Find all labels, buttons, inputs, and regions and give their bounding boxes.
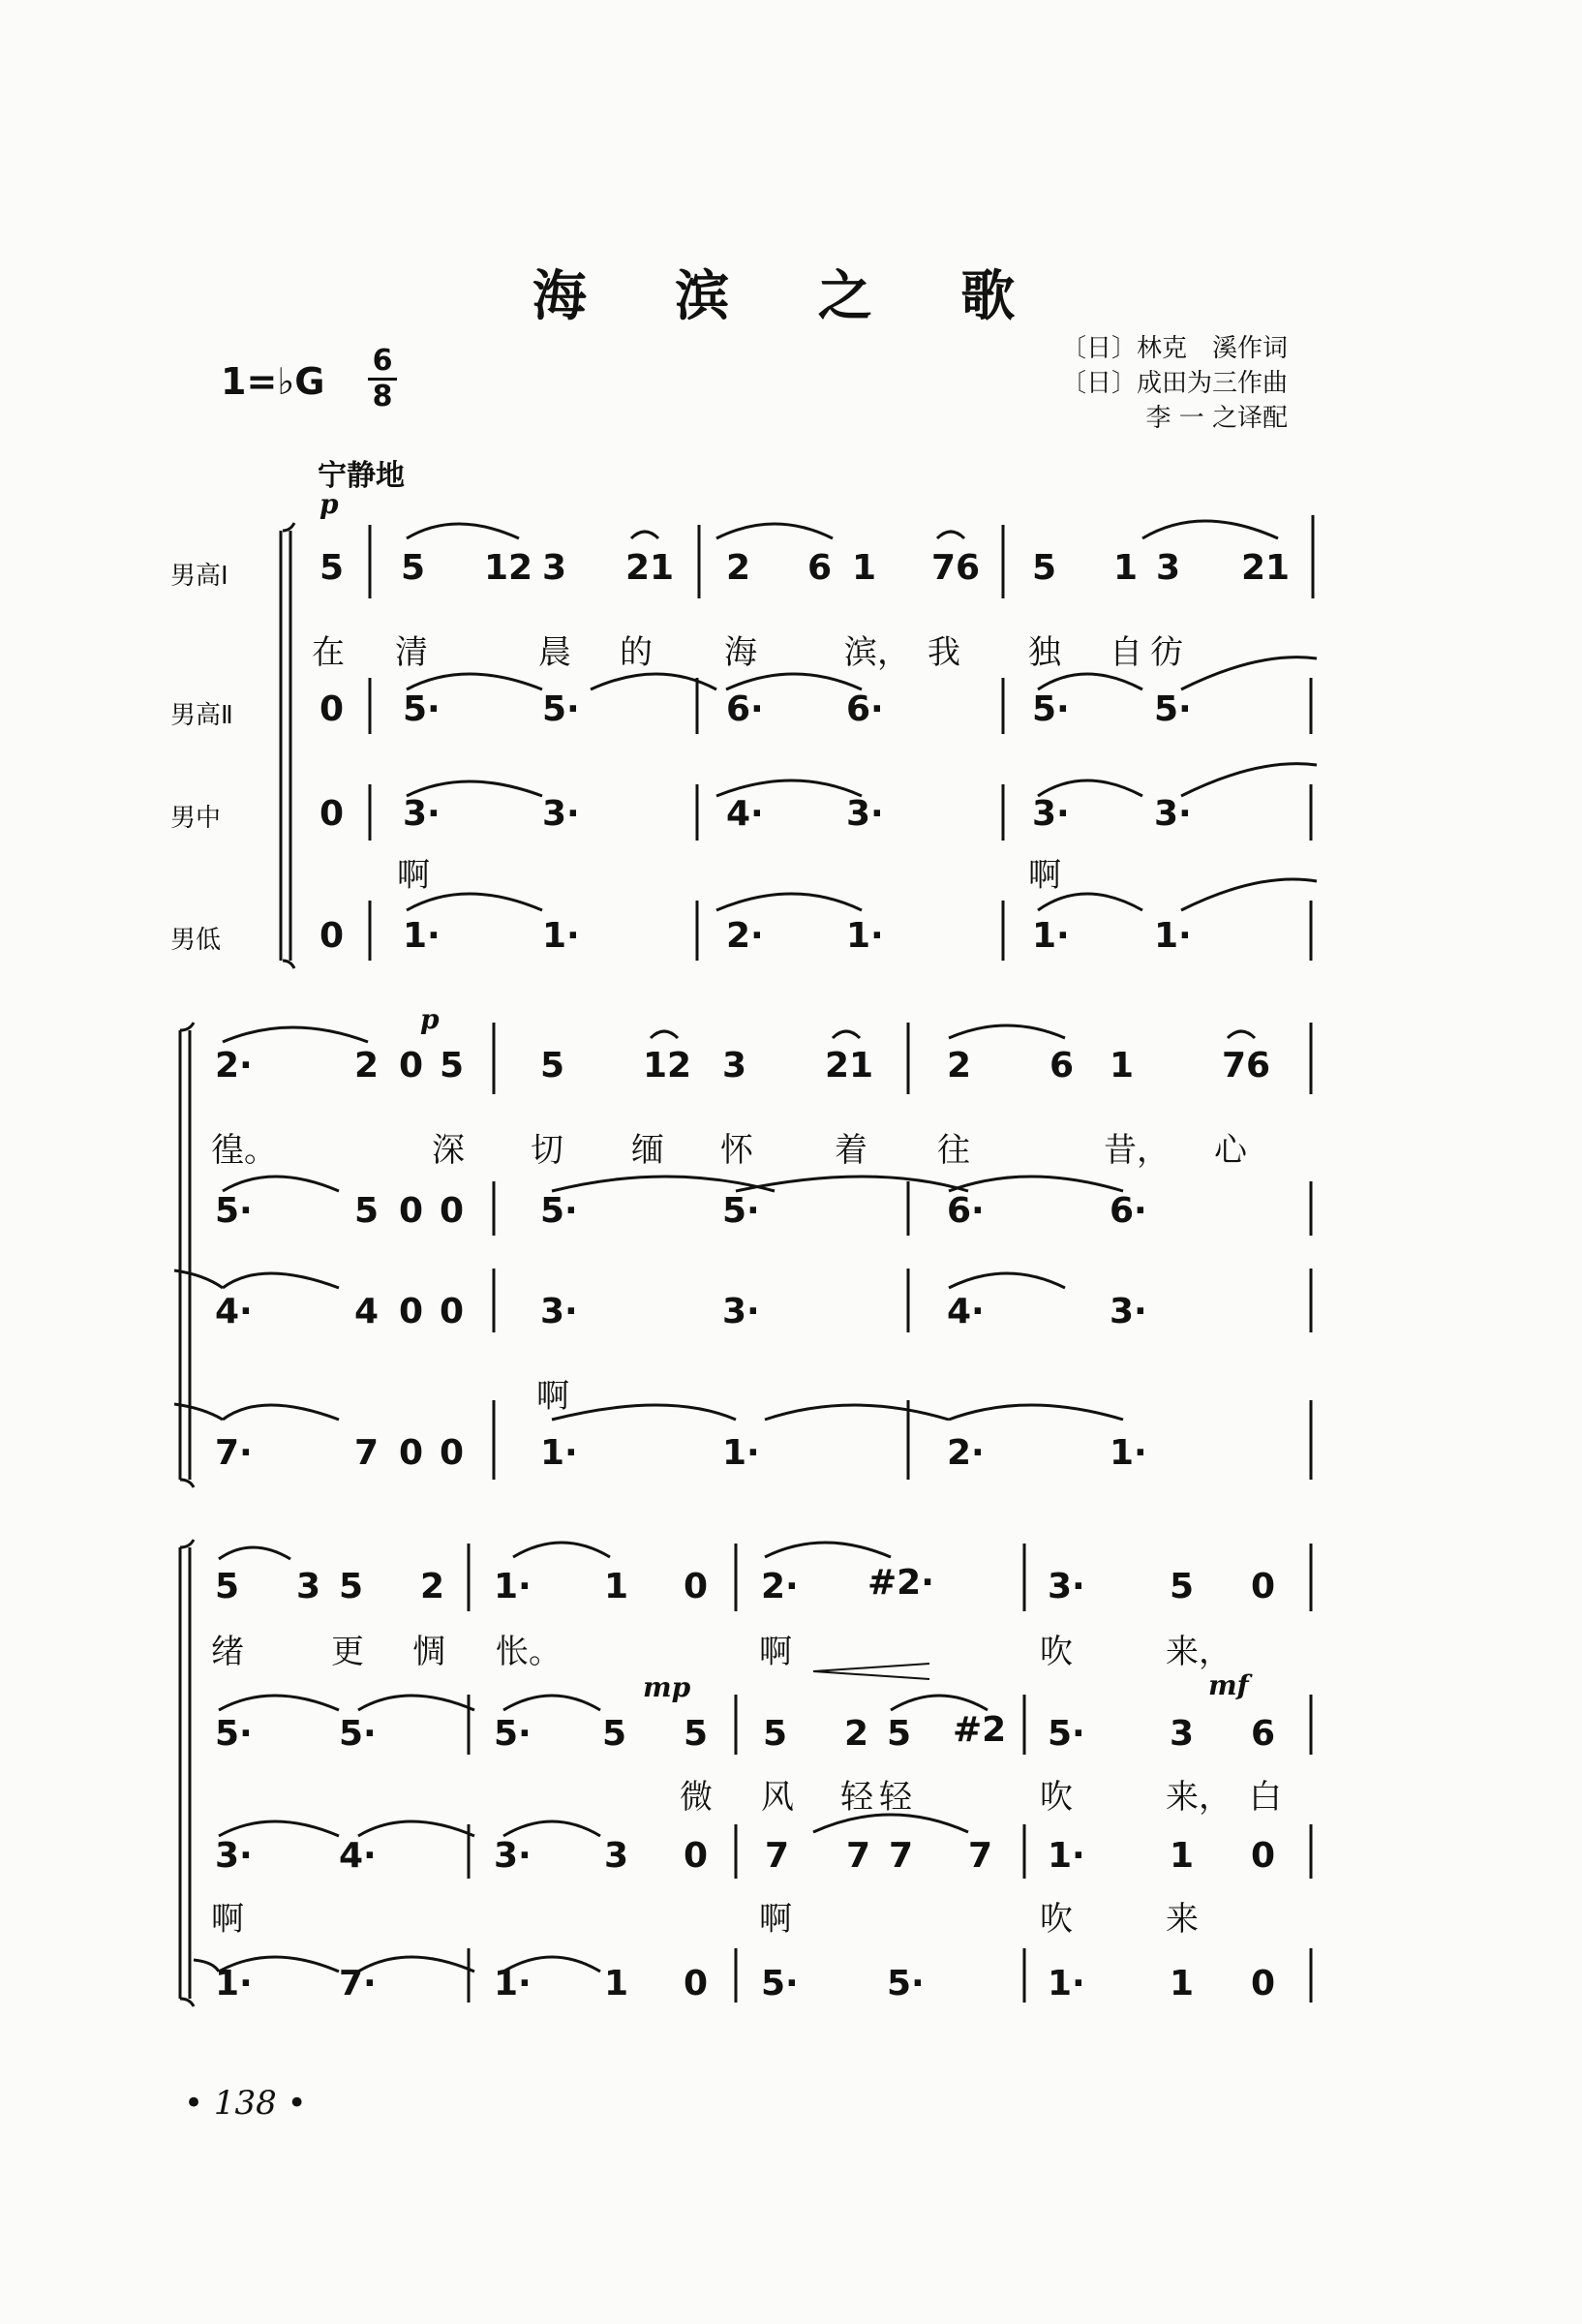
lyric: 来 [1166, 1900, 1199, 1939]
lyric: 切 [531, 1131, 563, 1170]
note: 0 [440, 1191, 465, 1231]
lyric: 心 [1214, 1131, 1247, 1170]
lyric: 轻 [879, 1778, 912, 1817]
note: 5 [763, 1714, 788, 1754]
note: 21 [1241, 548, 1291, 588]
note: 5· [215, 1714, 253, 1754]
note: 1· [403, 916, 441, 956]
note: 3· [1110, 1292, 1147, 1331]
note: 5 [440, 1046, 465, 1086]
lyric: 昔， [1104, 1131, 1170, 1170]
note: 5· [540, 1191, 578, 1231]
note: 6 [1050, 1046, 1075, 1086]
note: 1 [1170, 1836, 1195, 1876]
lyric: 啊 [759, 1900, 792, 1939]
lyric: 怀 [720, 1131, 753, 1170]
lyric: 微 [680, 1778, 713, 1817]
note: 4· [339, 1836, 377, 1876]
note: 3· [494, 1836, 532, 1876]
note: 3· [403, 794, 441, 834]
lyric: 来， [1166, 1778, 1232, 1817]
note: 0 [319, 794, 345, 834]
note: 1 [1110, 1046, 1135, 1086]
note: 6· [846, 689, 884, 729]
note: 2· [761, 1567, 799, 1606]
lyric: 吹 [1040, 1900, 1073, 1939]
lyric: 啊 [536, 1377, 569, 1416]
note: 0 [399, 1191, 424, 1231]
lyric: 缅 [631, 1131, 664, 1170]
note: 3· [1154, 794, 1192, 834]
note: 6· [947, 1191, 985, 1231]
note: 2 [947, 1046, 972, 1086]
lyric: 自 [1110, 633, 1142, 672]
note: 5· [722, 1191, 760, 1231]
lyric: 我 [928, 633, 960, 672]
lyric: 滨， [844, 633, 910, 672]
note: 1 [852, 548, 877, 588]
composer: 〔日〕成田为三作曲 [1060, 369, 1288, 398]
part-label-bass: 男低 [170, 926, 222, 955]
note: 7 [968, 1836, 993, 1876]
lyric: 深 [432, 1131, 465, 1170]
note: 5· [339, 1714, 377, 1754]
part-label-tenor-1: 男高Ⅰ [170, 562, 228, 591]
lyric: 来， [1166, 1633, 1232, 1671]
note: 2 [354, 1046, 380, 1086]
dynamic-mark: p [319, 488, 339, 520]
note: 0 [399, 1433, 424, 1473]
note: 5· [1154, 689, 1192, 729]
lyric: 吹 [1040, 1633, 1073, 1671]
note: 3· [1032, 794, 1070, 834]
note: 21 [825, 1046, 874, 1086]
note: 5 [215, 1567, 240, 1606]
note: 4· [726, 794, 764, 834]
note: 1 [604, 1964, 629, 2003]
note: 3 [722, 1046, 747, 1086]
lyric: 着 [835, 1131, 867, 1170]
note: 4· [215, 1292, 253, 1331]
dynamic-mark: p [420, 1003, 440, 1035]
note: 1· [1110, 1433, 1147, 1473]
lyric: 的 [620, 633, 653, 672]
note: 3· [1048, 1567, 1085, 1606]
system-bracket [283, 523, 294, 968]
note: 5 [887, 1714, 912, 1754]
note: 0 [1251, 1567, 1276, 1606]
note: 1 [1113, 548, 1139, 588]
note: 2· [726, 916, 764, 956]
note: 3 [1156, 548, 1181, 588]
note: 76 [1222, 1046, 1271, 1086]
note: 7 [846, 1836, 871, 1876]
note: 5 [401, 548, 426, 588]
note: 3 [542, 548, 567, 588]
note: 0 [399, 1046, 424, 1086]
note: 5· [403, 689, 441, 729]
note: 0 [684, 1964, 709, 2003]
lyric: 啊 [397, 856, 430, 895]
note: 6 [807, 548, 833, 588]
meter-bottom: 8 [372, 380, 393, 413]
lyric: 徨。 [211, 1131, 277, 1170]
note: 12 [643, 1046, 692, 1086]
note: 5 [1032, 548, 1057, 588]
note: 6· [1110, 1191, 1147, 1231]
lyric: 在 [312, 633, 345, 672]
note: #2 [953, 1710, 1007, 1750]
note: 3 [604, 1836, 629, 1876]
note: 5· [215, 1191, 253, 1231]
note: 5· [1048, 1714, 1085, 1754]
tempo-marking: 宁静地 [318, 459, 405, 493]
note: #2· [867, 1563, 934, 1603]
translator: 李 一 之译配 [1145, 404, 1288, 433]
note: 0 [1251, 1964, 1276, 2003]
note: 1· [494, 1964, 532, 2003]
note: 21 [625, 548, 675, 588]
note: 5 [1170, 1567, 1195, 1606]
lyric: 啊 [211, 1900, 244, 1939]
note: 5 [540, 1046, 565, 1086]
lyric: 啊 [1028, 856, 1061, 895]
note: 7 [354, 1433, 380, 1473]
lyric: 惆 [412, 1633, 445, 1671]
note: 3· [542, 794, 580, 834]
note: 0 [1251, 1836, 1276, 1876]
lyric: 风 [761, 1778, 794, 1817]
lyricist: 〔日〕林克 溪作词 [1060, 334, 1288, 363]
note: 1· [540, 1433, 578, 1473]
note: 5· [1032, 689, 1070, 729]
dynamic-mark: mp [643, 1671, 691, 1703]
note: 6· [726, 689, 764, 729]
note: 5 [354, 1191, 380, 1231]
note: 1· [1048, 1964, 1085, 2003]
note: 0 [319, 916, 345, 956]
note: 5 [684, 1714, 709, 1754]
page-number: • 138 • [184, 2084, 307, 2123]
note: 2· [947, 1433, 985, 1473]
note: 5· [761, 1964, 799, 2003]
lyric: 清 [395, 633, 428, 672]
note: 7 [889, 1836, 914, 1876]
lyric: 吹 [1040, 1778, 1073, 1817]
note: 5 [319, 548, 345, 588]
note: 0 [399, 1292, 424, 1331]
note: 2 [726, 548, 751, 588]
lyric: 啊 [759, 1633, 792, 1671]
lyric: 轻 [840, 1778, 873, 1817]
note: 0 [440, 1292, 465, 1331]
lyric: 往 [937, 1131, 970, 1170]
note: 7 [765, 1836, 790, 1876]
note: 3· [540, 1292, 578, 1331]
note: 12 [484, 548, 533, 588]
note: 0 [684, 1836, 709, 1876]
key-signature: 1=♭G [221, 360, 325, 403]
note: 4· [947, 1292, 985, 1331]
song-title: 海 滨 之 歌 [532, 264, 1050, 328]
note: 3· [722, 1292, 760, 1331]
note: 3· [215, 1836, 253, 1876]
note: 5· [542, 689, 580, 729]
note: 5 [602, 1714, 627, 1754]
note: 1· [542, 916, 580, 956]
note: 1· [846, 916, 884, 956]
note: 1· [1048, 1836, 1085, 1876]
lyric: 独 [1028, 633, 1061, 672]
note: 0 [684, 1567, 709, 1606]
lyric: 绪 [211, 1633, 244, 1671]
note: 3 [296, 1567, 321, 1606]
note: 76 [931, 548, 981, 588]
part-label-baritone: 男中 [170, 804, 222, 833]
lyric: 彷 [1150, 633, 1183, 672]
note: 5 [339, 1567, 364, 1606]
note: 5· [887, 1964, 925, 2003]
meter-top: 6 [372, 344, 393, 378]
lyric: 更 [331, 1633, 364, 1671]
lyric: 怅。 [496, 1633, 562, 1671]
note: 0 [319, 689, 345, 729]
note: 2· [215, 1046, 253, 1086]
note: 3· [846, 794, 884, 834]
note: 1· [1032, 916, 1070, 956]
note: 4 [354, 1292, 380, 1331]
note: 6 [1251, 1714, 1276, 1754]
note: 1· [215, 1964, 253, 2003]
note: 1 [1170, 1964, 1195, 2003]
lyric: 白 [1249, 1778, 1282, 1817]
note: 1· [1154, 916, 1192, 956]
dynamic-mark: mf [1208, 1669, 1249, 1701]
note: 7· [339, 1964, 377, 2003]
note: 1· [494, 1567, 532, 1606]
lyric: 海 [724, 633, 757, 672]
note: 3 [1170, 1714, 1195, 1754]
part-label-tenor-2: 男高Ⅱ [170, 701, 233, 730]
lyric: 晨 [538, 633, 571, 672]
note: 7· [215, 1433, 253, 1473]
note: 5· [494, 1714, 532, 1754]
note: 1 [604, 1567, 629, 1606]
note: 2 [844, 1714, 869, 1754]
note: 0 [440, 1433, 465, 1473]
note: 1· [722, 1433, 760, 1473]
note: 2 [420, 1567, 445, 1606]
